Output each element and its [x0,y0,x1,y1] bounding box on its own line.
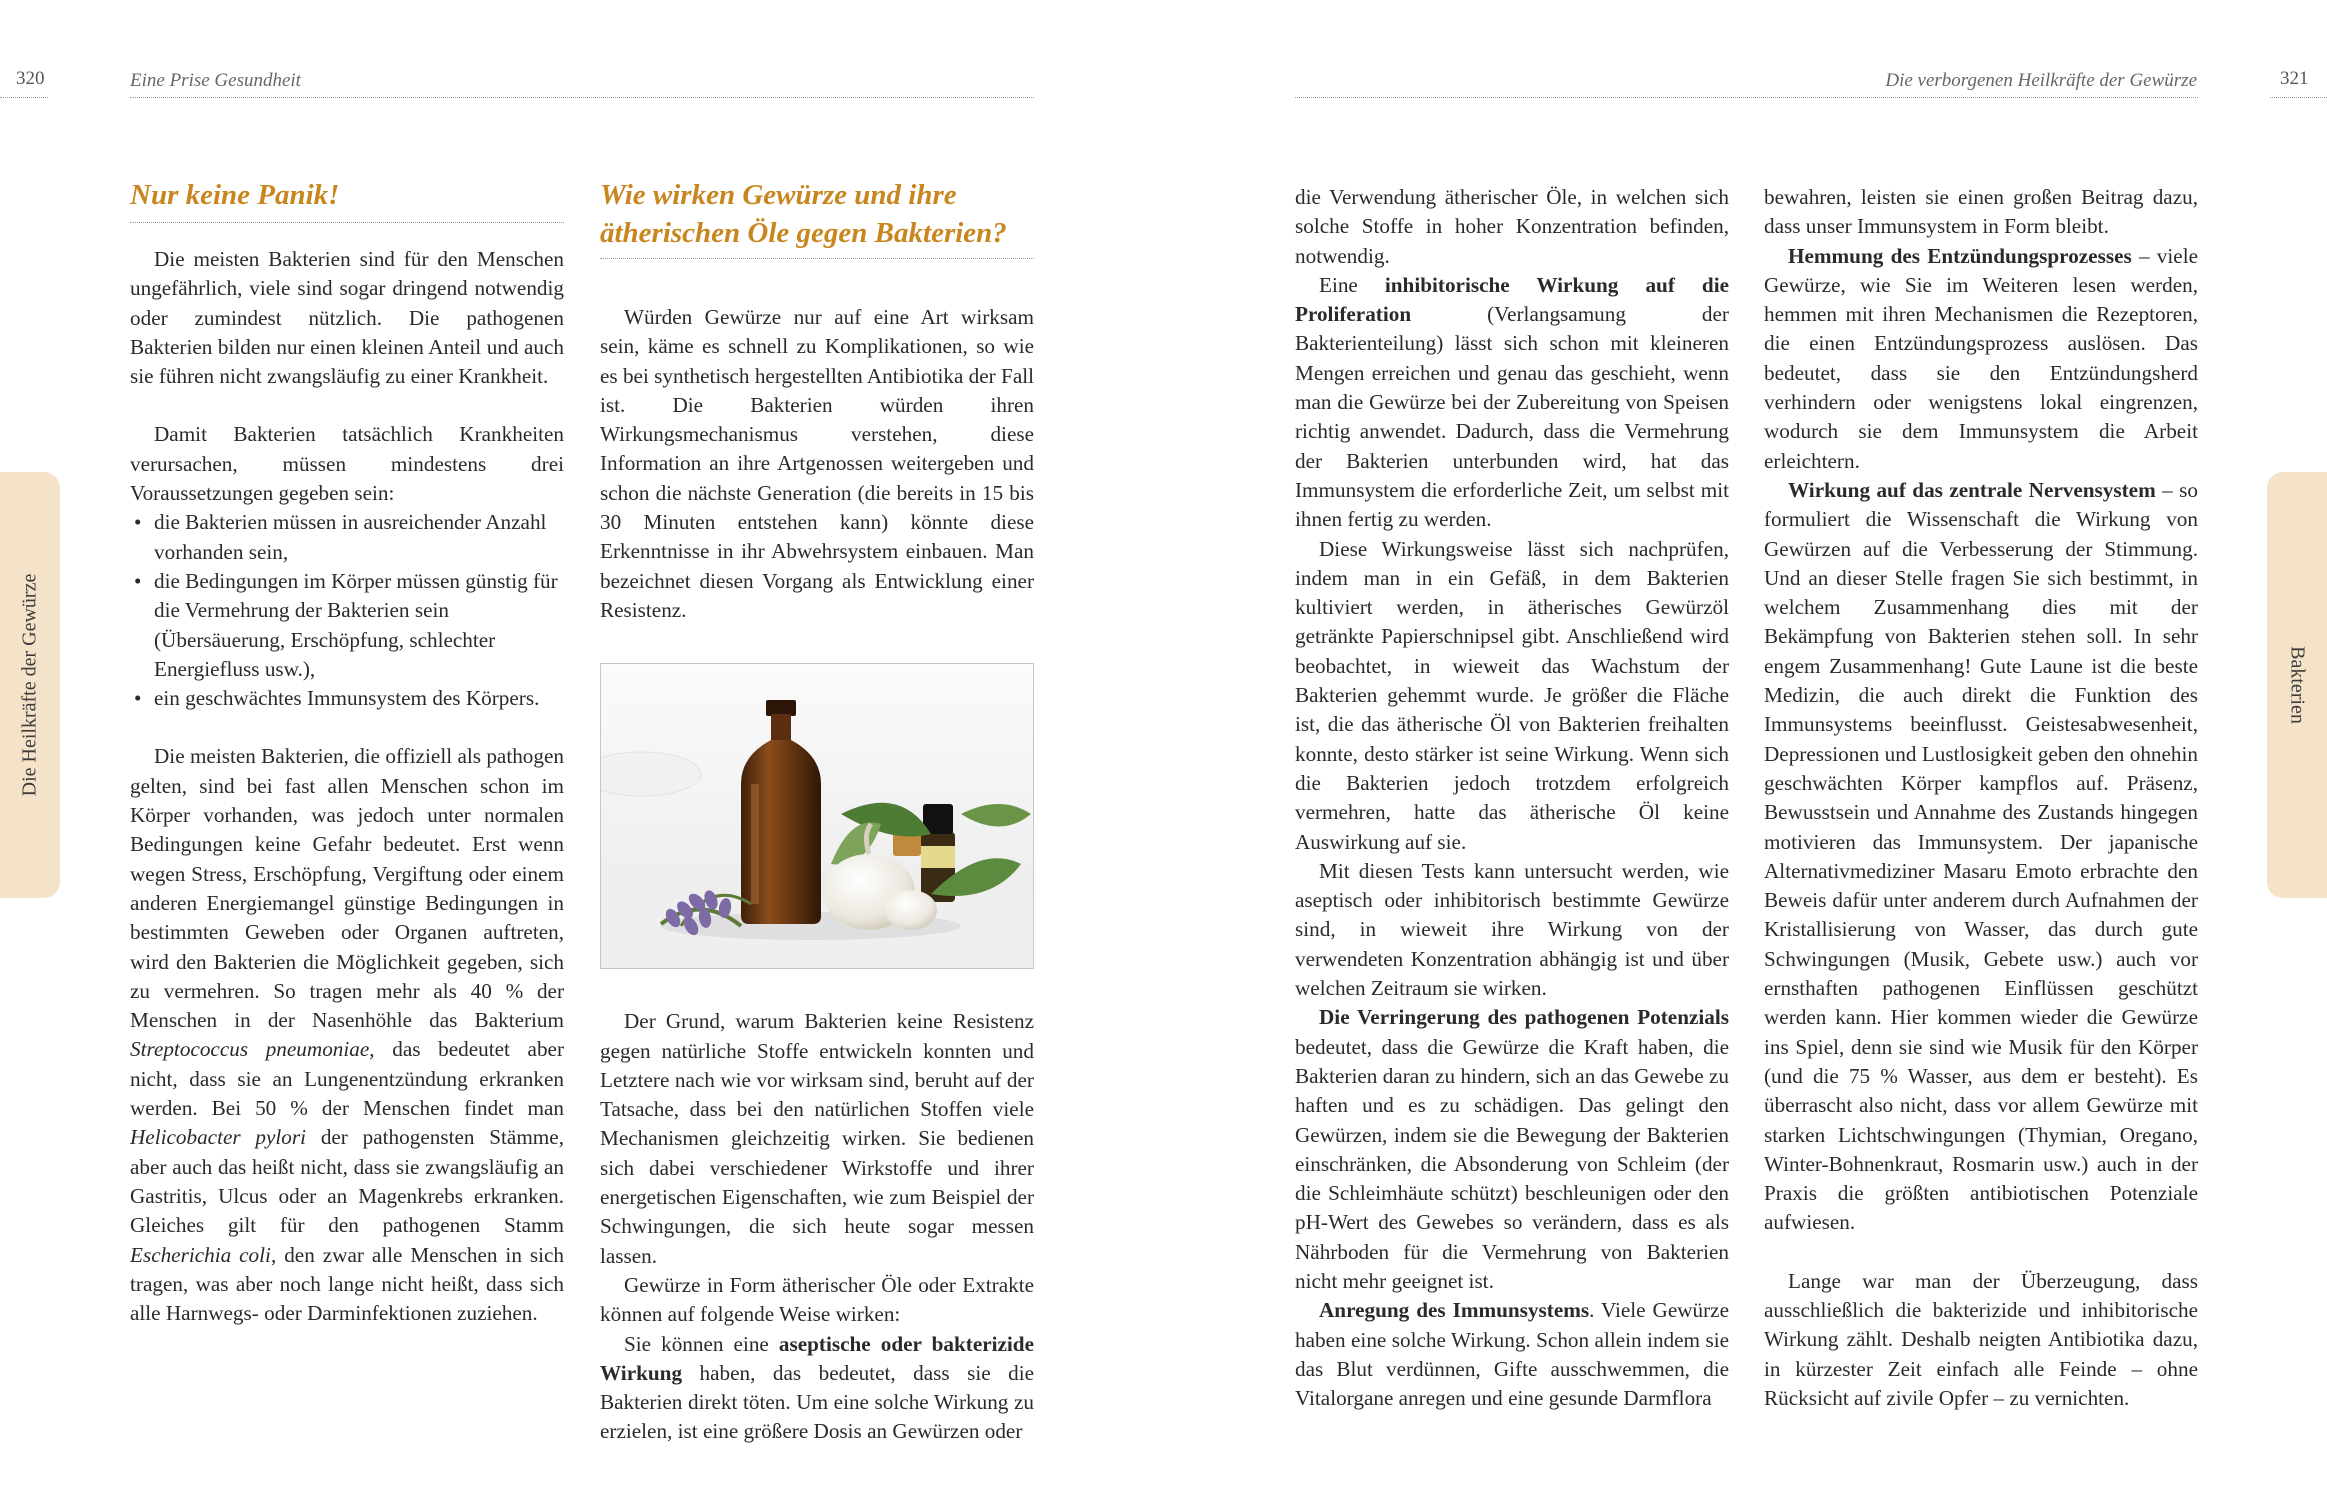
column-3 [1295,183,1729,1413]
essential-oil-bottles-image [601,664,1033,968]
right-header-rule [1295,97,2198,98]
paragraph: Hemmung des Entzündungsprozesses – viele Gewürze, wie Sie im Weiteren lesen werden, hemmen mit ihren Mechanismen die Rezeptoren, die einen Entzündungsprozess auslösen. Das bedeutet, dass sie den Entzündungsherd verhindern oder wenigstens lokal eingrenzen, wodurch sie dem Immunsystem die Arbeit erleichtern. [1764,243,2198,473]
paragraph: Würden Gewürze nur auf eine Art wirksam sein, käme es schnell zu Komplikationen, so wie es bei synthetisch hergestellten Antibiotika der Fall ist. Die Bakterien würden ihren Wirkungsmechanismus verstehen, diese Information an ihre Artgenossen weitergeben und schon die nächste Generation (die bereits in 15 bis 30 Minuten entstehen kann) könnte diese Erkenntnisse in ihr Abwehrsystem einbauen. Man bezeichnet diesen Vorgang als Entwicklung einer Resistenz. [600,305,1034,622]
right-page-number-rule [2270,97,2327,98]
paragraph: Die meisten Bakterien sind für den Menschen ungefährlich, viele sind sogar dringend notwendig oder zumindest nützlich. Die pathogenen Bakterien bilden nur einen kleinen Anteil und auch sie führen nicht zwangsläufig zu einer Krankheit. [130,247,564,389]
section-side-tab-right [2267,472,2327,898]
paragraph: Die Verringerung des pathogenen Potenzials bedeutet, dass die Gewürze die Kraft haben, die Bakterien daran zu hindern, sich an das Gewebe zu haften und es zu schädigen. Das gelingt den Gewürzen, indem sie die Bewegung der Bakterien einschränken, die Absonderung von Schleim (der die Schleimhäute schützt) beschleunigen oder den pH-Wert des Gewebes so verändern, dass es als Nährboden für die Vermehrung von Bakterien nicht mehr geeignet ist. [1295,1005,1729,1293]
column-1 [130,176,564,1328]
section-side-tab-label: Bakterien [2286,646,2309,724]
list-item: • die Bedingungen im Körper müssen günstig für die Vermehrung der Bakterien sein (Übersäuerung, Erschöpfung, schlechter Energiefluss usw.), [130,567,564,684]
paragraph: Gewürze in Form ätherischer Öle oder Extrakte können auf folgende Weise wirken: [600,1272,1034,1327]
list-item: • ein geschwächtes Immunsystem des Körpers. [130,684,564,713]
paragraph: Die meisten Bakterien, die offiziell als pathogen gelten, sind bei fast allen Menschen schon im Körper vorhanden, was jedoch unter normalen Bedingungen keine Gefahr bedeutet. Erst wenn wegen Stress, Erschöpfung, Vergiftung oder einem anderen Energiemangel günstige Bedingungen in bestimmten Geweben oder Organen auftreten, wird den Bakterien die Möglichkeit gegeben, sich zu vermehren. So tragen mehr als 40 % der Menschen in der Nasenhöhle das Bakterium Streptococcus pneumoniae, das bedeutet aber nicht, dass sie an Lungenentzündung erkranken werden. Bei 50 % der Menschen findet man Helicobacter pylori der pathogensten Stämme, aber auch das heißt nicht, dass sie zwangsläufig an Gastritis, Ulcus oder an Magenkrebs erkranken. Gleiches gilt für den pathogenen Stamm Escherichia coli, den zwar alle Menschen in sich tragen, was aber noch lange nicht heißt, dass sich alle Harnwegs- oder Darminfektionen zuziehen. [130,744,565,1326]
section-heading: Wie wirken Gewürze und ihre ätherischen Öle gegen Bakterien? [600,179,1007,249]
right-page-number: 321 [2280,68,2309,89]
chapter-side-tab-left [0,472,60,898]
column-4 [1764,183,2198,1413]
paragraph: Sie können eine aseptische oder bakterizide Wirkung haben, das bedeutet, dass sie die Bakterien direkt töten. Um eine solche Wirkung zu erzielen, ist eine größere Dosis an Gewürzen oder [600,1331,1034,1444]
paragraph: Anregung des Immunsystems. Viele Gewürze haben eine solche Wirkung. Schon allein indem sie das Blut verdünnen, Gifte ausschwemmen, die Vitalorgane anregen und eine gesunde Darmflora [1295,1298,1729,1411]
paragraph: die Verwendung ätherischer Öle, in welchen sich solche Stoffe in hoher Konzentration befinden, notwendig. [1295,185,1729,268]
paragraph: bewahren, leisten sie einen großen Beitrag dazu, dass unser Immunsystem in Form bleibt. [1764,185,2198,239]
chapter-side-tab-label: Die Heilkräfte der Gewürze [18,573,41,797]
paragraph: Mit diesen Tests kann untersucht werden, wie aseptisch oder inhibitorisch bestimmte Gewürze sind, in wieweit ihre Wirkung von der verwendeten Konzentration abhängig ist und über welchen Zeitraum sie wirken. [1295,858,1729,1001]
paragraph: Der Grund, warum Bakterien keine Resistenz gegen natürliche Stoffe entwickeln konnten und Letztere nach wie vor wirksam sind, beruht auf der Tatsache, dass bei den natürlichen Stoffen viele Mechanismen gleichzeitig wirken. Sie bedienen sich dabei verschiedener Wirkstoffe und ihrer energetischen Eigenschaften, wie zum Beispiel der Schwingungen, die sich heute sogar messen lassen. [600,1009,1034,1268]
paragraph: Lange war man der Überzeugung, dass ausschließlich die bakterizide und inhibitorische Wirkung zählt. Deshalb neigten Antibiotika dazu, in kürzester Zeit einfach alle Feinde – ohne Rücksicht auf zivile Opfer – zu vernichten. [1764,1268,2198,1410]
left-running-head: Eine Prise Gesundheit [130,70,301,91]
left-page-number: 320 [16,68,45,89]
section-heading: Nur keine Panik! [130,179,340,211]
left-header-rule [130,97,1034,98]
column-2 [600,176,1034,1447]
paragraph: Wirkung auf das zentrale Nervensystem – so formuliert die Wissenschaft die Wirkung von Gewürzen auf die Verbesserung der Stimmung. Und an dieser Stelle fragen Sie sich bestimmt, in welchem Zusammenhang dies mit der Bekämpfung von Bakterien stehen soll. In sehr engem Zusammenhang! Gute Laune ist die beste Medizin, die auch direkt die Funktion des Immunsystems beeinflusst. Geistesabwesenheit, Depressionen und Lustlosigkeit geben den ohnehin geschwächten Körper kampflos auf. Präsenz, Bewusstsein und Annahme des Zustands hingegen motivieren das Immunsystem. Der japanische Alternativmediziner Masaru Emoto erbrachte den Beweis dafür unter anderem durch Aufnahmen der Kristallisierung von Wasser, das durch gute Schwingungen (Musik, Gebete usw.) auch vor ernsthaften pathogenen Einflüssen geschützt werden kann. Hier kommen wieder die Gewürze ins Spiel, denn sie sind wie Musik für den Körper (und die 75 % Wasser, aus dem er besteht). Es überrascht also nicht, dass vor allem Gewürze mit starken Lichtschwingungen (Thymian, Oregano, Winter-Bohnenkraut, Rosmarin usw.) auch in der Praxis die größten antibiotischen Potenziale aufwiesen. [1764,477,2198,1235]
paragraph: Diese Wirkungsweise lässt sich nachprüfen, indem man in ein Gefäß, in dem Bakterien kultiviert werden, in ätherisches Gewürzöl getränkte Papierschnipsel gibt. Anschließend wird beobachtet, in wieweit das Wachstum der Bakterien gehemmt wurde. Je größer die Fläche ist, die das ätherische Öl von Bakterien freihalten konnte, desto stärker ist seine Wirkung. Wenn sich die Bakterien jedoch trotzdem erfolgreich vermehren, hatte das ätherische Öl keine Auswirkung auf sie. [1295,536,1729,854]
list-item: • die Bakterien müssen in ausreichender Anzahl vorhanden sein, [130,508,564,567]
left-page-number-rule [0,97,48,98]
bullet-list [130,508,564,713]
essential-oil-bottles-photo [600,663,1034,969]
paragraph: Eine inhibitorische Wirkung auf die Proliferation (Verlangsamung der Bakterienteilung) lässt sich schon mit kleineren Mengen erreichen und genau das geschieht, wenn man die Gewürze bei der Zubereitung von Speisen richtig anwendet. Dadurch, dass die Vermehrung der Bakterien unterbunden wird, hat das Immunsystem die erforderliche Zeit, um selbst mit ihnen fertig zu werden. [1295,272,1730,532]
paragraph: Damit Bakterien tatsächlich Krankheiten verursachen, müssen mindestens drei Voraussetzungen gegeben sein: [130,422,564,506]
right-running-head: Die verborgenen Heilkräfte der Gewürze [1885,70,2197,91]
